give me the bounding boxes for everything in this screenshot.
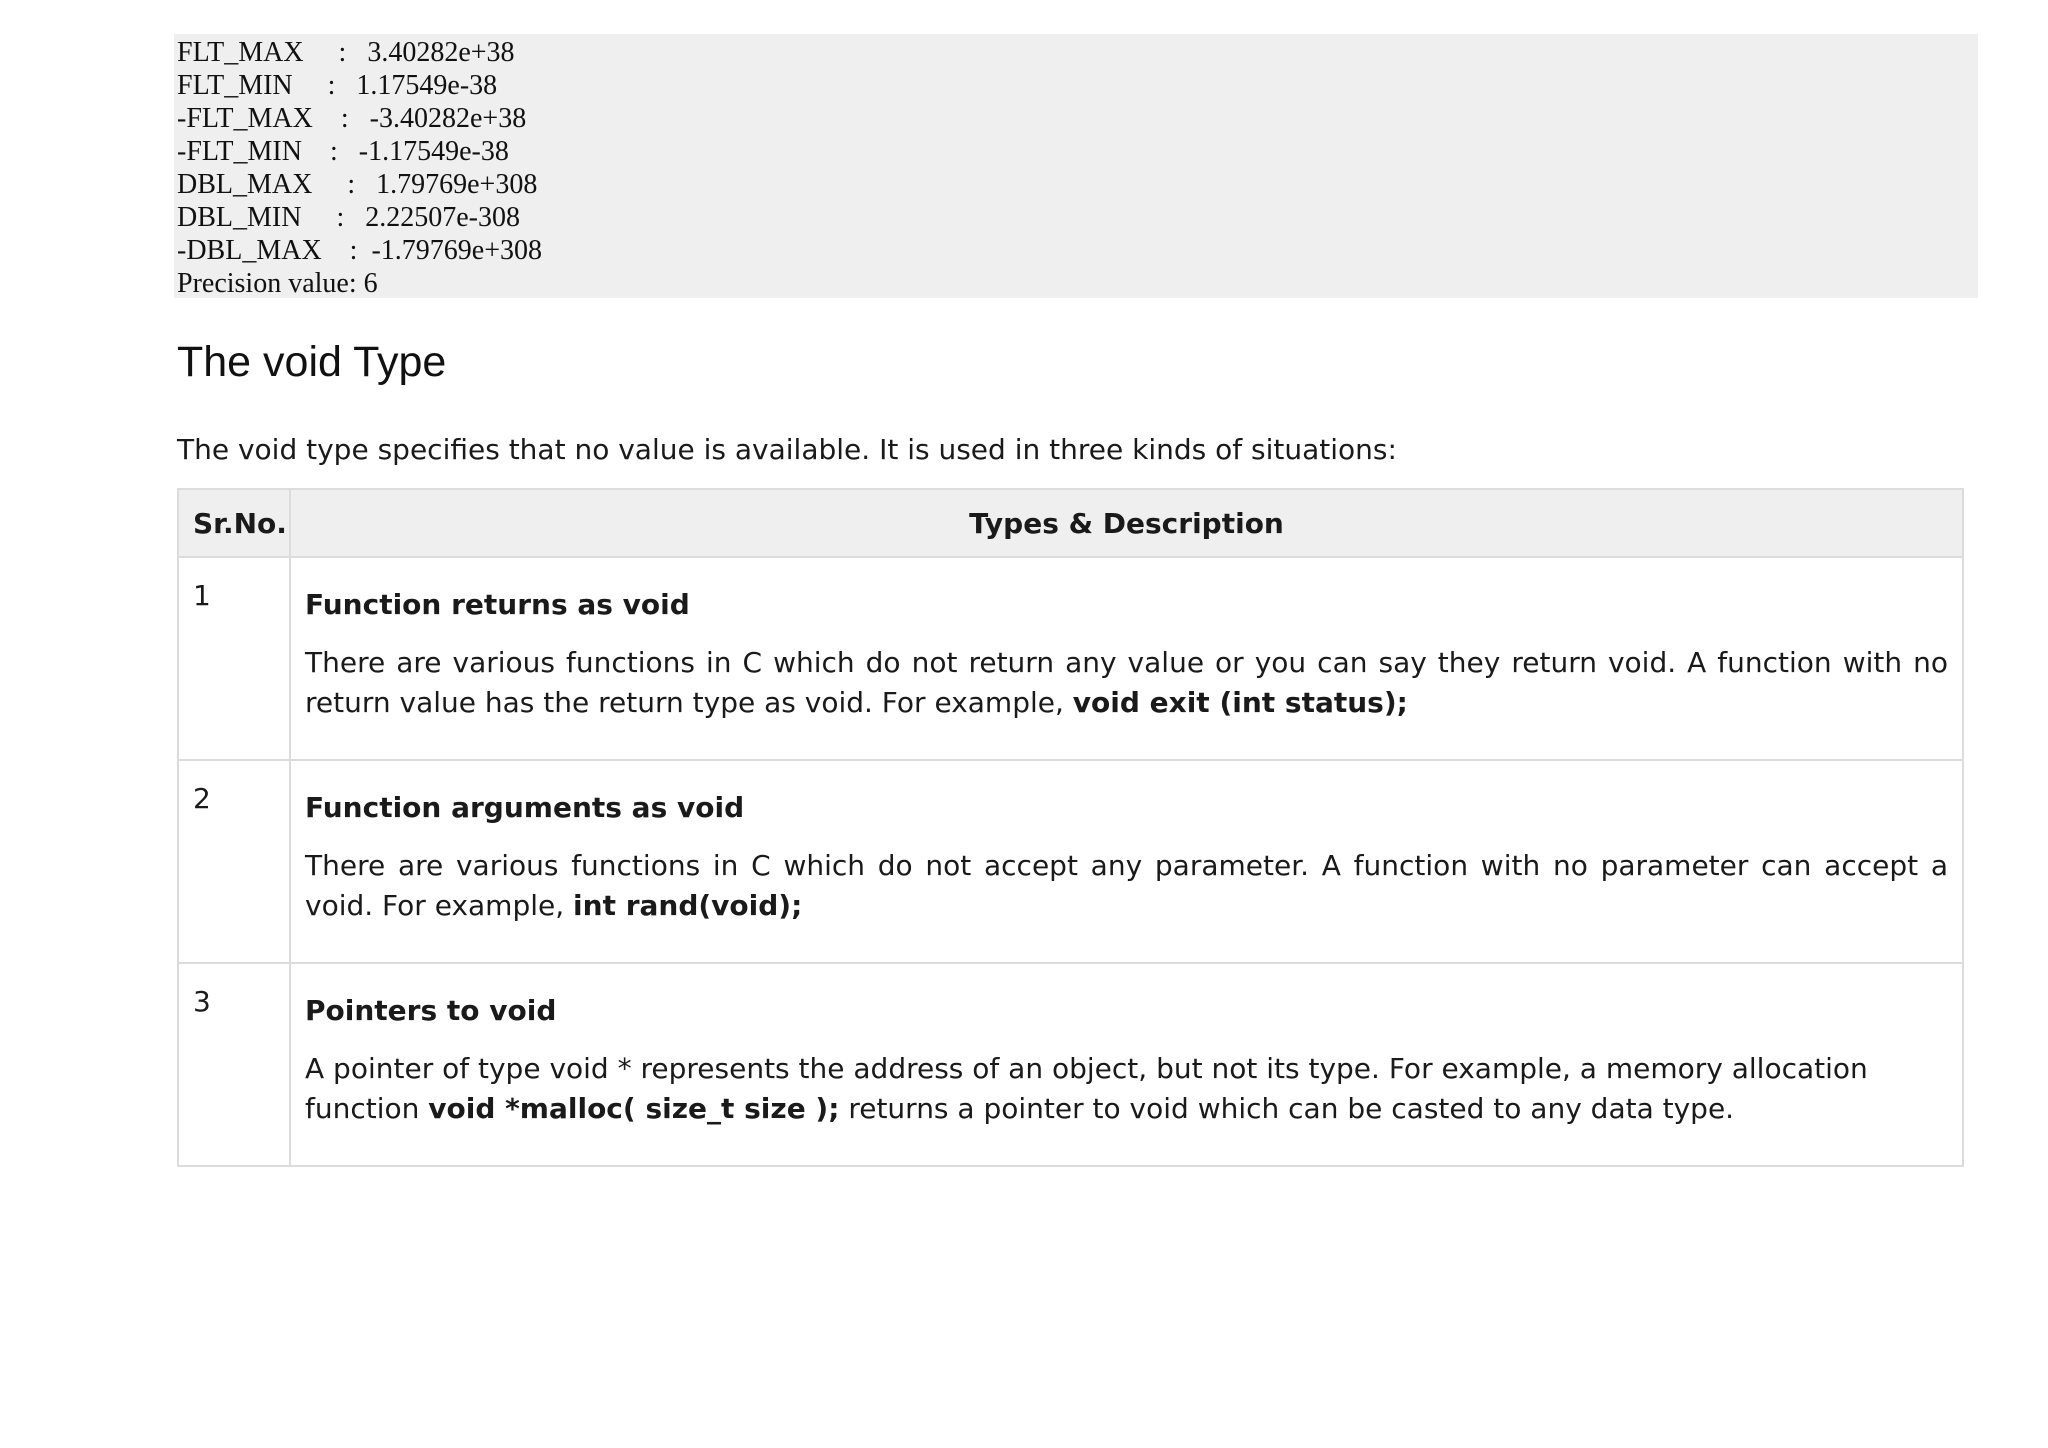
code-line: Precision value: 6 — [177, 268, 378, 299]
section-intro: The void type specifies that no value is available. It is used in three kinds of situations: — [177, 433, 1397, 466]
void-types-table — [177, 488, 1964, 1167]
header-sr-no: Sr.No. — [178, 489, 290, 557]
row-number: 3 — [178, 963, 290, 1166]
header-types-description: Types & Description — [290, 489, 1963, 557]
row-description — [290, 963, 1963, 1166]
code-line: -FLT_MAX : -3.40282e+38 — [177, 103, 527, 134]
table-row — [178, 963, 1963, 1166]
row-title: Pointers to void — [305, 994, 557, 1027]
row-code: void exit (int status); — [1072, 686, 1408, 719]
row-text — [305, 643, 1948, 723]
code-line: DBL_MAX : 1.79769e+308 — [177, 169, 538, 200]
row-description — [290, 760, 1963, 963]
row-description — [290, 557, 1963, 760]
code-output-block — [174, 34, 1978, 298]
row-number: 1 — [178, 557, 290, 760]
code-line: -FLT_MIN : -1.17549e-38 — [177, 136, 509, 167]
table-row — [178, 557, 1963, 760]
table-row — [178, 760, 1963, 963]
row-text — [305, 846, 1948, 926]
row-text-body: A pointer of type void * represents the address of an object, but not its type. For example, a memory allocation function — [305, 1052, 1868, 1125]
row-text — [305, 1049, 1948, 1129]
code-line: FLT_MIN : 1.17549e-38 — [177, 70, 498, 101]
row-code: int rand(void); — [573, 889, 803, 922]
row-title: Function arguments as void — [305, 791, 745, 824]
row-text-body: There are various functions in C which do not return any value or you can say they return void. A function with no return value has the return type as void. For example, — [305, 646, 1948, 719]
row-title: Function returns as void — [305, 588, 690, 621]
row-code: void *malloc( size_t size ); — [428, 1092, 840, 1125]
table-header-row — [178, 489, 1963, 557]
code-line: -DBL_MAX : -1.79769e+308 — [177, 235, 542, 266]
row-number: 2 — [178, 760, 290, 963]
row-text-after: returns a pointer to void which can be casted to any data type. — [839, 1092, 1735, 1125]
code-line: DBL_MIN : 2.22507e-308 — [177, 202, 520, 233]
row-text-body: There are various functions in C which do not accept any parameter. A function with no parameter can accept a void. For example, — [305, 849, 1948, 922]
code-line: FLT_MAX : 3.40282e+38 — [177, 37, 515, 68]
section-title: The void Type — [177, 338, 447, 386]
